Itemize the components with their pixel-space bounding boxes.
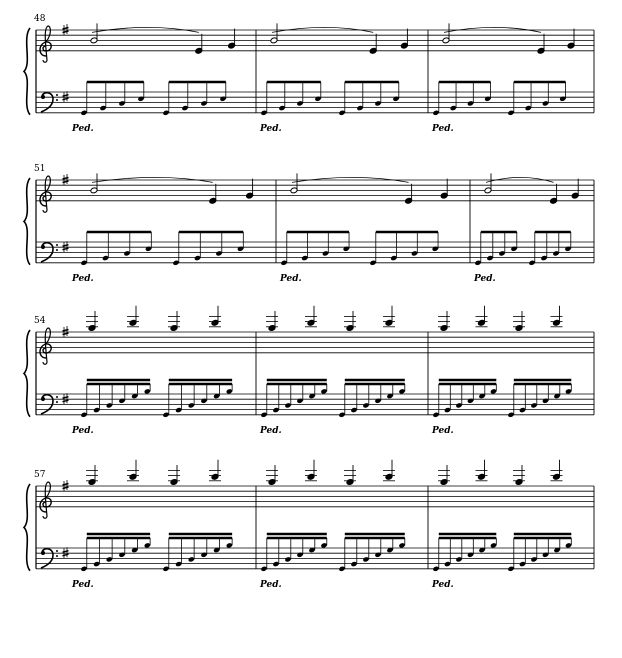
treble-clef-icon bbox=[40, 482, 51, 518]
melody-note bbox=[553, 306, 561, 326]
pedal-marking: Ped. bbox=[260, 425, 282, 436]
melody-note bbox=[478, 460, 486, 480]
pedal-marking: Ped. bbox=[260, 123, 282, 134]
pedal-marking: Ped. bbox=[72, 123, 94, 134]
key-signature-sharp-icon bbox=[63, 91, 69, 102]
melody-note bbox=[440, 179, 448, 199]
melody-note bbox=[211, 306, 219, 326]
key-signature-sharp-icon bbox=[63, 241, 69, 252]
treble-clef-icon bbox=[40, 26, 51, 62]
melody-note bbox=[515, 465, 523, 485]
pedal-marking: Ped. bbox=[474, 273, 496, 284]
melody-note bbox=[553, 460, 561, 480]
melody-note bbox=[346, 465, 354, 485]
key-signature-sharp-icon bbox=[63, 174, 69, 185]
pedal-marking: Ped. bbox=[280, 273, 302, 284]
grand-staff-brace bbox=[24, 330, 30, 417]
music-system bbox=[24, 306, 594, 436]
melody-note bbox=[307, 306, 315, 326]
music-system bbox=[24, 460, 594, 590]
treble-staff bbox=[36, 180, 594, 201]
melody-note bbox=[270, 23, 278, 43]
melody-note bbox=[484, 173, 492, 193]
melody-note bbox=[478, 306, 486, 326]
key-signature-sharp-icon bbox=[63, 393, 69, 404]
melody-note bbox=[369, 34, 377, 54]
pedal-marking: Ped. bbox=[72, 579, 94, 590]
pedal-marking: Ped. bbox=[432, 123, 454, 134]
key-signature-sharp-icon bbox=[63, 24, 69, 35]
pedal-marking: Ped. bbox=[432, 579, 454, 590]
melody-note bbox=[385, 460, 393, 480]
melody-note bbox=[290, 173, 298, 193]
treble-staff bbox=[36, 486, 594, 507]
melody-note bbox=[211, 460, 219, 480]
melody-note bbox=[129, 306, 137, 326]
measure bbox=[259, 306, 406, 436]
measure-number: 51 bbox=[34, 164, 46, 174]
measure-number: 57 bbox=[34, 470, 46, 480]
measure bbox=[473, 173, 579, 283]
music-system bbox=[24, 14, 594, 134]
music-system bbox=[24, 164, 594, 284]
measure bbox=[71, 23, 236, 133]
measure bbox=[431, 306, 572, 436]
pedal-marking: Ped. bbox=[72, 425, 94, 436]
melody-note bbox=[170, 465, 178, 485]
melody-note bbox=[571, 179, 579, 199]
measure bbox=[71, 460, 233, 590]
melody-note bbox=[550, 184, 558, 204]
key-signature-sharp-icon bbox=[63, 547, 69, 558]
bass-staff bbox=[36, 548, 594, 569]
measure-number: 48 bbox=[34, 14, 46, 24]
treble-clef-icon bbox=[40, 176, 51, 212]
treble-staff bbox=[36, 332, 594, 353]
melody-note bbox=[209, 184, 217, 204]
measure-number: 54 bbox=[34, 316, 46, 326]
measure bbox=[431, 460, 572, 590]
melody-note bbox=[537, 34, 545, 54]
melody-note bbox=[129, 460, 137, 480]
treble-staff bbox=[36, 30, 594, 51]
melody-note bbox=[90, 23, 98, 43]
grand-staff-brace bbox=[24, 484, 30, 571]
melody-note bbox=[346, 311, 354, 331]
melody-note bbox=[385, 306, 393, 326]
grand-staff-brace bbox=[24, 28, 30, 115]
melody-note bbox=[515, 311, 523, 331]
melody-note bbox=[567, 29, 575, 49]
grand-staff-brace bbox=[24, 178, 30, 265]
melody-note bbox=[307, 460, 315, 480]
melody-note bbox=[195, 34, 203, 54]
melody-note bbox=[90, 173, 98, 193]
melody-note bbox=[268, 465, 276, 485]
bass-staff bbox=[36, 394, 594, 415]
bass-staff bbox=[36, 242, 594, 263]
measure bbox=[259, 460, 406, 590]
melody-note bbox=[246, 179, 254, 199]
key-signature-sharp-icon bbox=[63, 326, 69, 337]
melody-note bbox=[88, 311, 96, 331]
melody-note bbox=[170, 311, 178, 331]
melody-note bbox=[442, 23, 450, 43]
melody-note bbox=[400, 29, 408, 49]
bass-staff bbox=[36, 92, 594, 113]
melody-note bbox=[88, 465, 96, 485]
pedal-marking: Ped. bbox=[260, 579, 282, 590]
pedal-marking: Ped. bbox=[72, 273, 94, 284]
treble-clef-icon bbox=[40, 328, 51, 364]
key-signature-sharp-icon bbox=[63, 480, 69, 491]
measure bbox=[71, 173, 254, 283]
measure bbox=[279, 173, 448, 283]
measure bbox=[259, 23, 408, 133]
melody-note bbox=[405, 184, 413, 204]
melody-note bbox=[440, 465, 448, 485]
melody-note bbox=[228, 29, 236, 49]
melody-note bbox=[440, 311, 448, 331]
pedal-marking: Ped. bbox=[432, 425, 454, 436]
measure bbox=[71, 306, 233, 436]
measure bbox=[431, 23, 575, 133]
melody-note bbox=[268, 311, 276, 331]
